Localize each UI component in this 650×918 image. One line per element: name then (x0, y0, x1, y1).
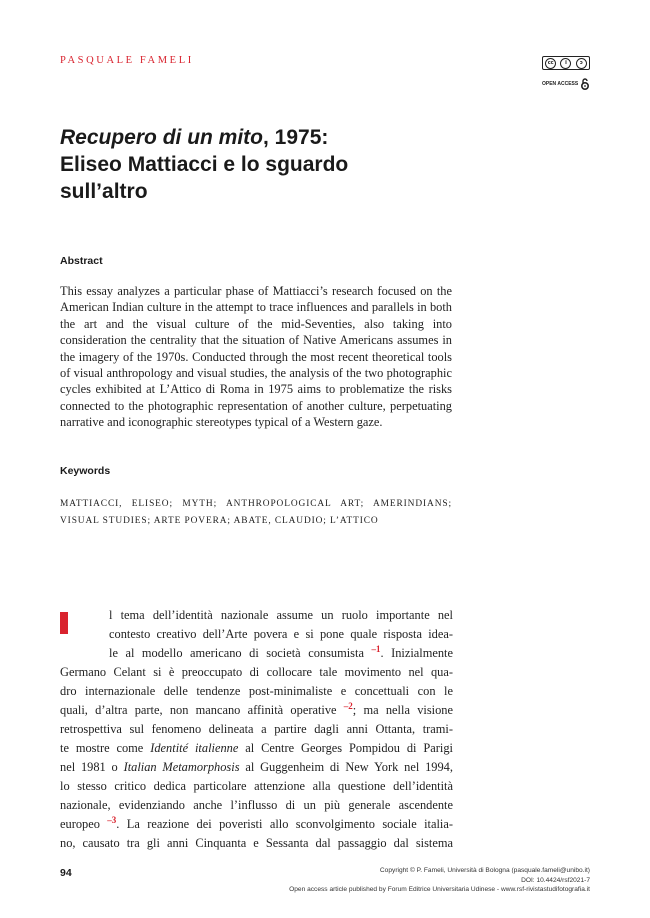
body-line: Germano Celant si è preoccupato di collocare tale movimento nel qua- (60, 665, 453, 679)
title-italic: Recupero di un mito (60, 126, 264, 149)
body-line: l tema dell’identità nazionale assume un ruolo importante nel (109, 608, 453, 622)
title-line1-rest: , 1975: (263, 126, 329, 149)
italic-title: Identité italienne (150, 741, 239, 755)
copyright-line: Copyright © P. Fameli, Università di Bologna (pasquale.fameli@unibo.it) (379, 867, 590, 874)
body-text (60, 606, 453, 853)
keywords-heading: Keywords (60, 465, 111, 477)
page-number: 94 (60, 867, 72, 879)
open-lock-icon (581, 78, 589, 90)
body-line: le al modello americano di società consumista $^{-1}$. Inizialmente (109, 643, 454, 660)
open-access-badge (542, 78, 594, 90)
title-line3: sull’altro (60, 180, 148, 203)
doi-line: DOI: 10.4424/rsf2021-7 (521, 876, 590, 884)
body-line: contesto creativo dell’Arte povera e si pone quale risposta idea- (109, 627, 453, 641)
title-line2: Eliseo Mattiacci e lo sguardo (60, 153, 349, 176)
body-line: europeo $^{-3}$. La reazione dei poveristi allo sconvolgimento sociale italia- (60, 814, 453, 831)
by-icon: i (560, 58, 571, 69)
publisher-line: Open access article published by Forum Editrice Universitaria Udinese - www.rsf-rivistastudifotografia.it (289, 886, 590, 893)
body-line: lo stesso critico dedica particolare attenzione alla questione dell’identità (60, 779, 453, 793)
running-header-author: PASQUALE FAMELI (60, 55, 194, 66)
body-line: no, causato tra gli anni Cinquanta e Sessanta dal passaggio dal sistema (60, 836, 453, 850)
footnote-ref[interactable]: –2 (343, 700, 353, 711)
article-title (60, 124, 480, 205)
body-line: te mostre come Identité italienne al Centre Georges Pompidou di Parigi (60, 741, 454, 755)
copyright-block (289, 866, 590, 895)
license-badges (542, 56, 594, 90)
abstract-text: This essay analyzes a particular phase of Mattiacci’s research focused on the American Indian culture in the attempt to trace influences and parallels in both the art and the visual culture of the mid-Seventies, also taking into consideration the centrality that the situation of Native Americans assumes in the imagery of the 1970s. Conducted through the most recent theoretical tools of visual anthropology and visual studies, the analysis of the two photographic cycles exhibited at L’Attico di Roma in 1975 aims to problematize the risks connected to the photographic representation of another culture, perpetuating narrative and iconographic stereotypes typical of a Western gaze. (60, 284, 452, 430)
footnote-ref[interactable]: –3 (107, 814, 117, 825)
body-line: nel 1981 o Italian Metamorphosis al Guggenheim di New York nel 1994, (60, 760, 453, 774)
keywords-text: MATTIACCI, ELISEO; MYTH; ANTHROPOLOGICAL ART; AMERINDIANS; VISUAL STUDIES; ARTE POVERA; ABATE, CLAUDIO; L’ATTICO (60, 499, 452, 526)
body-line: retrospettiva sul fenomeno delineata a partire dagli anni Ottanta, trami- (60, 722, 453, 736)
open-access-label: OPEN ACCESS (542, 81, 579, 87)
abstract-heading: Abstract (60, 255, 103, 267)
footnote-ref[interactable]: –1 (371, 643, 381, 654)
body-line: dro internazionale delle tendenze post-minimaliste e concettuali con le (60, 684, 453, 698)
sa-icon: ↄ (576, 58, 587, 69)
body-line: nazionale, evidenziando anche l’influsso di un più generale ascendente (60, 798, 453, 812)
italic-title: Italian Metamorphosis (123, 760, 240, 774)
cc-icon: cc (545, 58, 556, 69)
body-line: quali, d’altra parte, non mancano affinità operative $^{-2}$; ma nella visione (60, 700, 453, 717)
cc-license-badge[interactable] (542, 56, 590, 70)
